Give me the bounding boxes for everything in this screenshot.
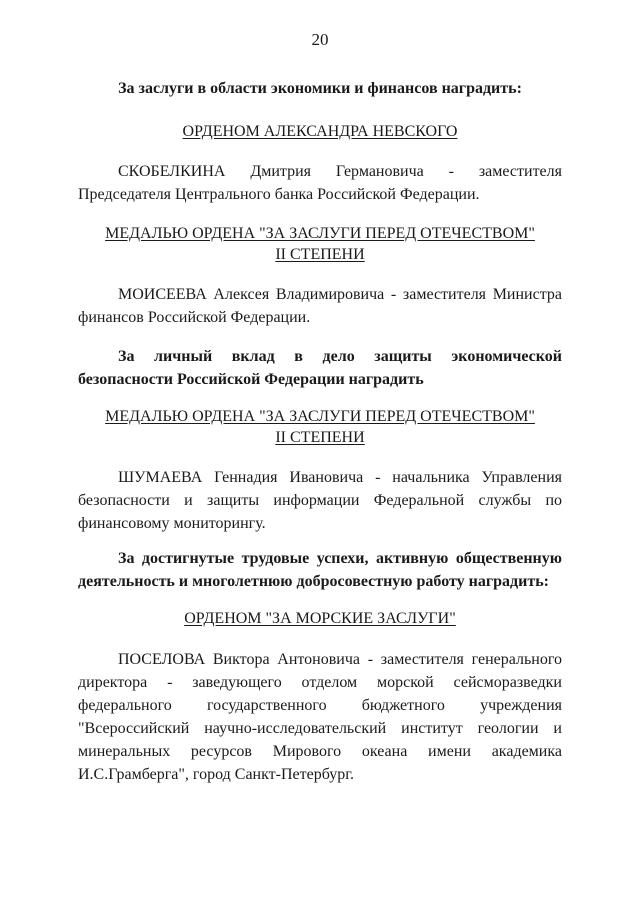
recipient-moiseev: МОИСЕЕВА Алексея Владимировича - заместителя Министра финансов Российской Федерации.: [78, 286, 562, 326]
award-medal-security-line2: II СТЕПЕНИ: [275, 429, 365, 446]
award-order-nevsky: ОРДЕНОМ АЛЕКСАНДРА НЕВСКОГО: [182, 123, 458, 140]
recipient-skobelkin: СКОБЕЛКИНА Дмитрия Германовича - заместителя Председателя Центрального банка Российской Федерации.: [78, 163, 562, 203]
award-medal-line1: МЕДАЛЬЮ ОРДЕНА "ЗА ЗАСЛУГИ ПЕРЕД ОТЕЧЕСТВОМ": [105, 225, 535, 242]
section-heading-labor: За достигнутые трудовые успехи, активную общественную деятельность и многолетнюю добросовестную работу наградить:: [78, 550, 562, 590]
section-heading-economy: За заслуги в области экономики и финансов наградить:: [118, 80, 522, 97]
award-order-marine: ОРДЕНОМ "ЗА МОРСКИЕ ЗАСЛУГИ": [184, 610, 456, 627]
award-medal-security-line1: МЕДАЛЬЮ ОРДЕНА "ЗА ЗАСЛУГИ ПЕРЕД ОТЕЧЕСТВОМ": [105, 408, 535, 425]
page-number: 20: [311, 30, 329, 49]
section-heading-security: За личный вклад в дело защиты экономической безопасности Российской Федерации наградить: [78, 348, 562, 388]
recipient-shumaev: ШУМАЕВА Геннадия Ивановича - начальника Управления безопасности и защиты информации Федеральной службы по финансовому мониторингу.: [78, 469, 562, 532]
award-medal-line2: II СТЕПЕНИ: [275, 246, 365, 263]
recipient-poselov: ПОСЕЛОВА Виктора Антоновича - заместителя генерального директора - заведующего отделом морской сейсморазведки федерального государственного бюджетного учреждения "Всероссийский научно-исследовательский институт геологии и минеральных ресурсов Мирового океана имени академика И.С.Грамберга", город Санкт-Петербург.: [78, 651, 562, 783]
